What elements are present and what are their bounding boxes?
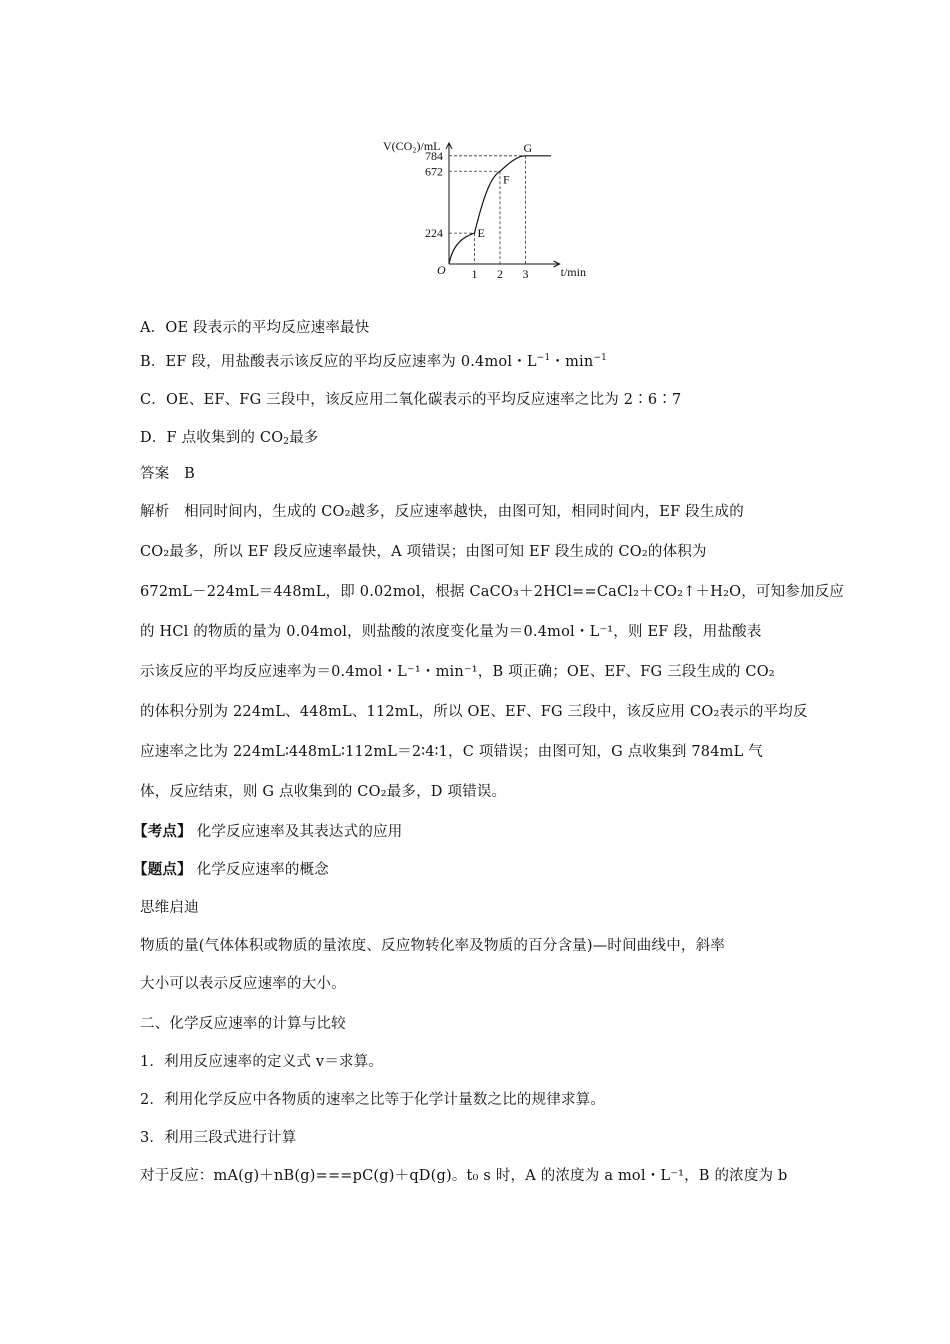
point-label-g: G (523, 140, 533, 155)
siwei-line-1: 物质的量(气体体积或物质的量浓度、反应物转化率及物质的百分含量)—时间曲线中，斜率 (140, 938, 726, 954)
analysis-line-4: 的 HCl 的物质的量为 0.04mol，则盐酸的浓度变化量为＝0.4mol・L⁻¹，则 EF 段，用盐酸表 (140, 624, 762, 640)
reaction-line: 对于反应：mA(g)＋nB(g)===pC(g)＋qD(g)。t₀ s 时，A 的浓度为 a mol・L⁻¹，B 的浓度为 b (140, 1168, 788, 1184)
tidian: 【题点】 化学反应速率的概念 (133, 861, 329, 878)
analysis-line-3: 672mL－224mL＝448mL，即 0.02mol，根据 CaCO₃＋2HCl==CaCl₂＋CO₂↑＋H₂O，可知参加反应 (140, 584, 845, 600)
volume-time-chart (370, 114, 590, 284)
method-2: 2．利用化学反应中各物质的速率之比等于化学计量数之比的规律求算。 (140, 1092, 606, 1108)
option-c: C．OE、EF、FG 三段中，该反应用二氧化碳表示的平均反应速率之比为 2∶6∶7 (140, 392, 682, 408)
section-heading: 二、化学反应速率的计算与比较 (140, 1016, 346, 1032)
x-tick-label: 1 (471, 267, 478, 281)
method-3: 3．利用三段式进行计算 (140, 1130, 297, 1146)
analysis-line-1: 解析 相同时间内，生成的 CO₂越多，反应速率越快，由图可知，相同时间内，EF 段生成的 (140, 504, 744, 520)
origin-label: O (437, 263, 446, 277)
answer: 答案 B (140, 466, 195, 482)
siwei-title: 思维启迪 (140, 900, 199, 916)
y-tick-label: 672 (425, 164, 443, 179)
option-b: B．EF 段，用盐酸表示该反应的平均反应速率为 0.4mol・$L^{-1}$・$\min^{-1}$ (140, 353, 608, 370)
analysis-line-7: 应速率之比为 224mL∶448mL∶112mL＝2∶4∶1，C 项错误；由图可知，G 点收集到 784mL 气 (140, 744, 763, 760)
x-axis-label: t/min (560, 265, 586, 279)
point-label-f: F (503, 172, 510, 187)
y-tick-label: 224 (425, 226, 443, 241)
analysis-line-5: 示该反应的平均反应速率为＝0.4mol・L⁻¹・min⁻¹，B 项正确；OE、EF、FG 三段生成的 CO₂ (140, 664, 775, 680)
x-tick-label: 3 (522, 267, 529, 281)
point-label-e: E (477, 226, 485, 241)
siwei-line-2: 大小可以表示反应速率的大小。 (140, 976, 346, 992)
option-a: A．OE 段表示的平均反应速率最快 (140, 320, 370, 336)
analysis-line-8: 体，反应结束，则 G 点收集到的 CO₂最多，D 项错误。 (140, 784, 507, 800)
y-tick-label: 784 (425, 148, 443, 163)
option-d: D．F 点收集到的 $CO_2$最多 (140, 430, 319, 447)
y-axis-label: V(CO₂)/mL (383, 138, 441, 153)
kaodian: 【考点】 化学反应速率及其表达式的应用 (133, 823, 403, 840)
x-tick-label: 2 (497, 267, 503, 281)
analysis-line-6: 的体积分别为 224mL、448mL、112mL，所以 OE、EF、FG 三段中，该反应用 CO₂表示的平均反 (140, 704, 808, 720)
analysis-line-2: CO₂最多，所以 EF 段反应速率最快，A 项错误；由图可知 EF 段生成的 CO₂的体积为 (140, 544, 707, 560)
method-1: 1．利用反应速率的定义式 v＝求算。 (140, 1054, 384, 1070)
